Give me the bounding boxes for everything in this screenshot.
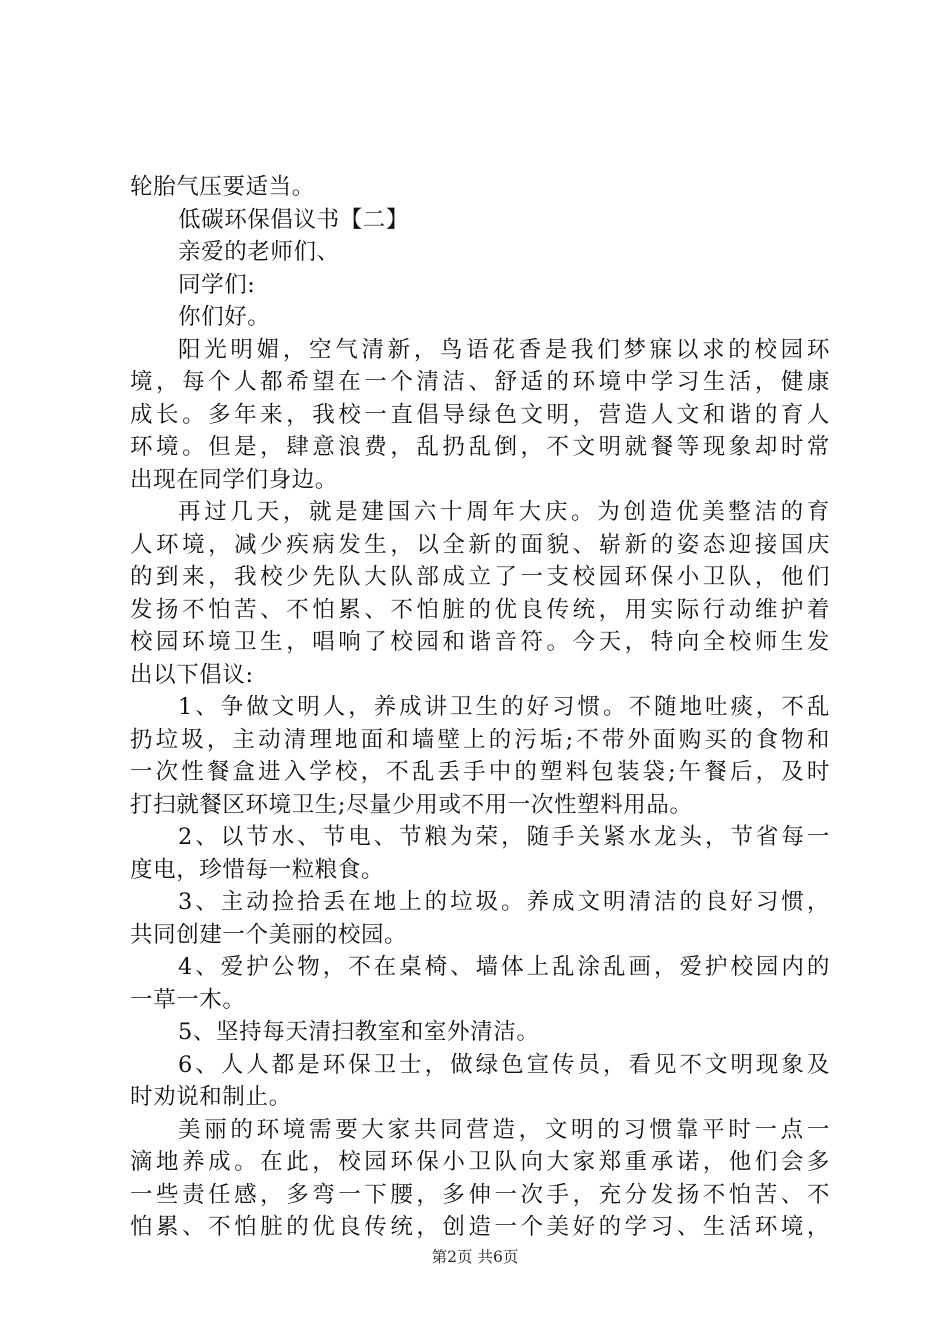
text-line: 一些责任感，多弯一下腰，多伸一次手，充分发扬不怕苦、不 <box>130 1181 830 1208</box>
document-body <box>130 171 830 1244</box>
text-line: 一次性餐盒进入学校，不乱丢手中的塑料包装袋;午餐后，及时 <box>130 759 830 785</box>
text-line: 怕累、不怕脏的优良传统，创造一个美好的学习、生活环境， <box>130 1214 830 1240</box>
text-line: 出以下倡议: <box>130 661 254 688</box>
text-line: 阳光明媚，空气清新，鸟语花香是我们梦寐以求的校园环 <box>178 336 830 363</box>
text-line: 境，每个人都希望在一个清洁、舒适的环境中学习生活，健康 <box>130 369 830 395</box>
text-line: 滴地养成。在此，校园环保小卫队向大家郑重承诺，他们会多 <box>130 1149 830 1175</box>
text-line: 的到来，我校少先队大队部成立了一支校园环保小卫队，他们 <box>130 564 830 590</box>
text-line: 3、主动捡拾丢在地上的垃圾。养成文明清洁的良好习惯， <box>178 889 830 915</box>
text-line: 度电，珍惜每一粒粮食。 <box>130 856 385 883</box>
text-line: 6、人人都是环保卫士，做绿色宣传员，看见不文明现象及 <box>178 1051 830 1078</box>
text-line: 人环境，减少疾病发生，以全新的面貌、崭新的姿态迎接国庆 <box>130 531 830 558</box>
text-line: 发扬不怕苦、不怕累、不怕脏的优良传统，用实际行动维护着 <box>130 596 830 623</box>
text-line: 一草一木。 <box>130 986 246 1013</box>
text-line: 时劝说和制止。 <box>130 1084 292 1110</box>
text-line: 你们好。 <box>178 304 271 330</box>
text-line: 2、以节水、节电、节粮为荣，随手关紧水龙头，节省每一 <box>178 824 830 850</box>
text-line: 打扫就餐区环境卫生;尽量少用或不用一次性塑料用品。 <box>130 791 693 818</box>
text-line: 美丽的环境需要大家共同营造，文明的习惯靠平时一点一 <box>178 1116 830 1143</box>
page-number-footer: 第2页 共6页 <box>431 1248 519 1266</box>
text-line: 亲爱的老师们、 <box>178 239 340 265</box>
text-line: 出现在同学们身边。 <box>130 466 338 493</box>
text-line: 扔垃圾，主动清理地面和墙壁上的污垢;不带外面购买的食物和 <box>130 726 830 753</box>
text-line: 环境。但是，肆意浪费，乱扔乱倒，不文明就餐等现象却时常 <box>130 434 830 460</box>
text-line: 1、争做文明人，养成讲卫生的好习惯。不随地吐痰，不乱 <box>178 694 830 720</box>
text-line: 成长。多年来，我校一直倡导绿色文明，营造人文和谐的育人 <box>130 401 830 428</box>
text-line: 再过几天，就是建国六十周年大庆。为创造优美整洁的育 <box>178 499 830 525</box>
text-line: 5、坚持每天清扫教室和室外清洁。 <box>178 1019 540 1045</box>
text-line: 低碳环保倡议书【二】 <box>178 206 410 233</box>
text-line: 校园环境卫生，唱响了校园和谐音符。今天，特向全校师生发 <box>130 629 830 655</box>
text-line: 4、爱护公物，不在桌椅、墙体上乱涂乱画，爱护校园内的 <box>178 954 830 980</box>
text-line: 轮胎气压要适当。 <box>130 174 315 200</box>
text-line: 共同创建一个美丽的校园。 <box>130 921 408 948</box>
text-line: 同学们: <box>178 271 256 298</box>
